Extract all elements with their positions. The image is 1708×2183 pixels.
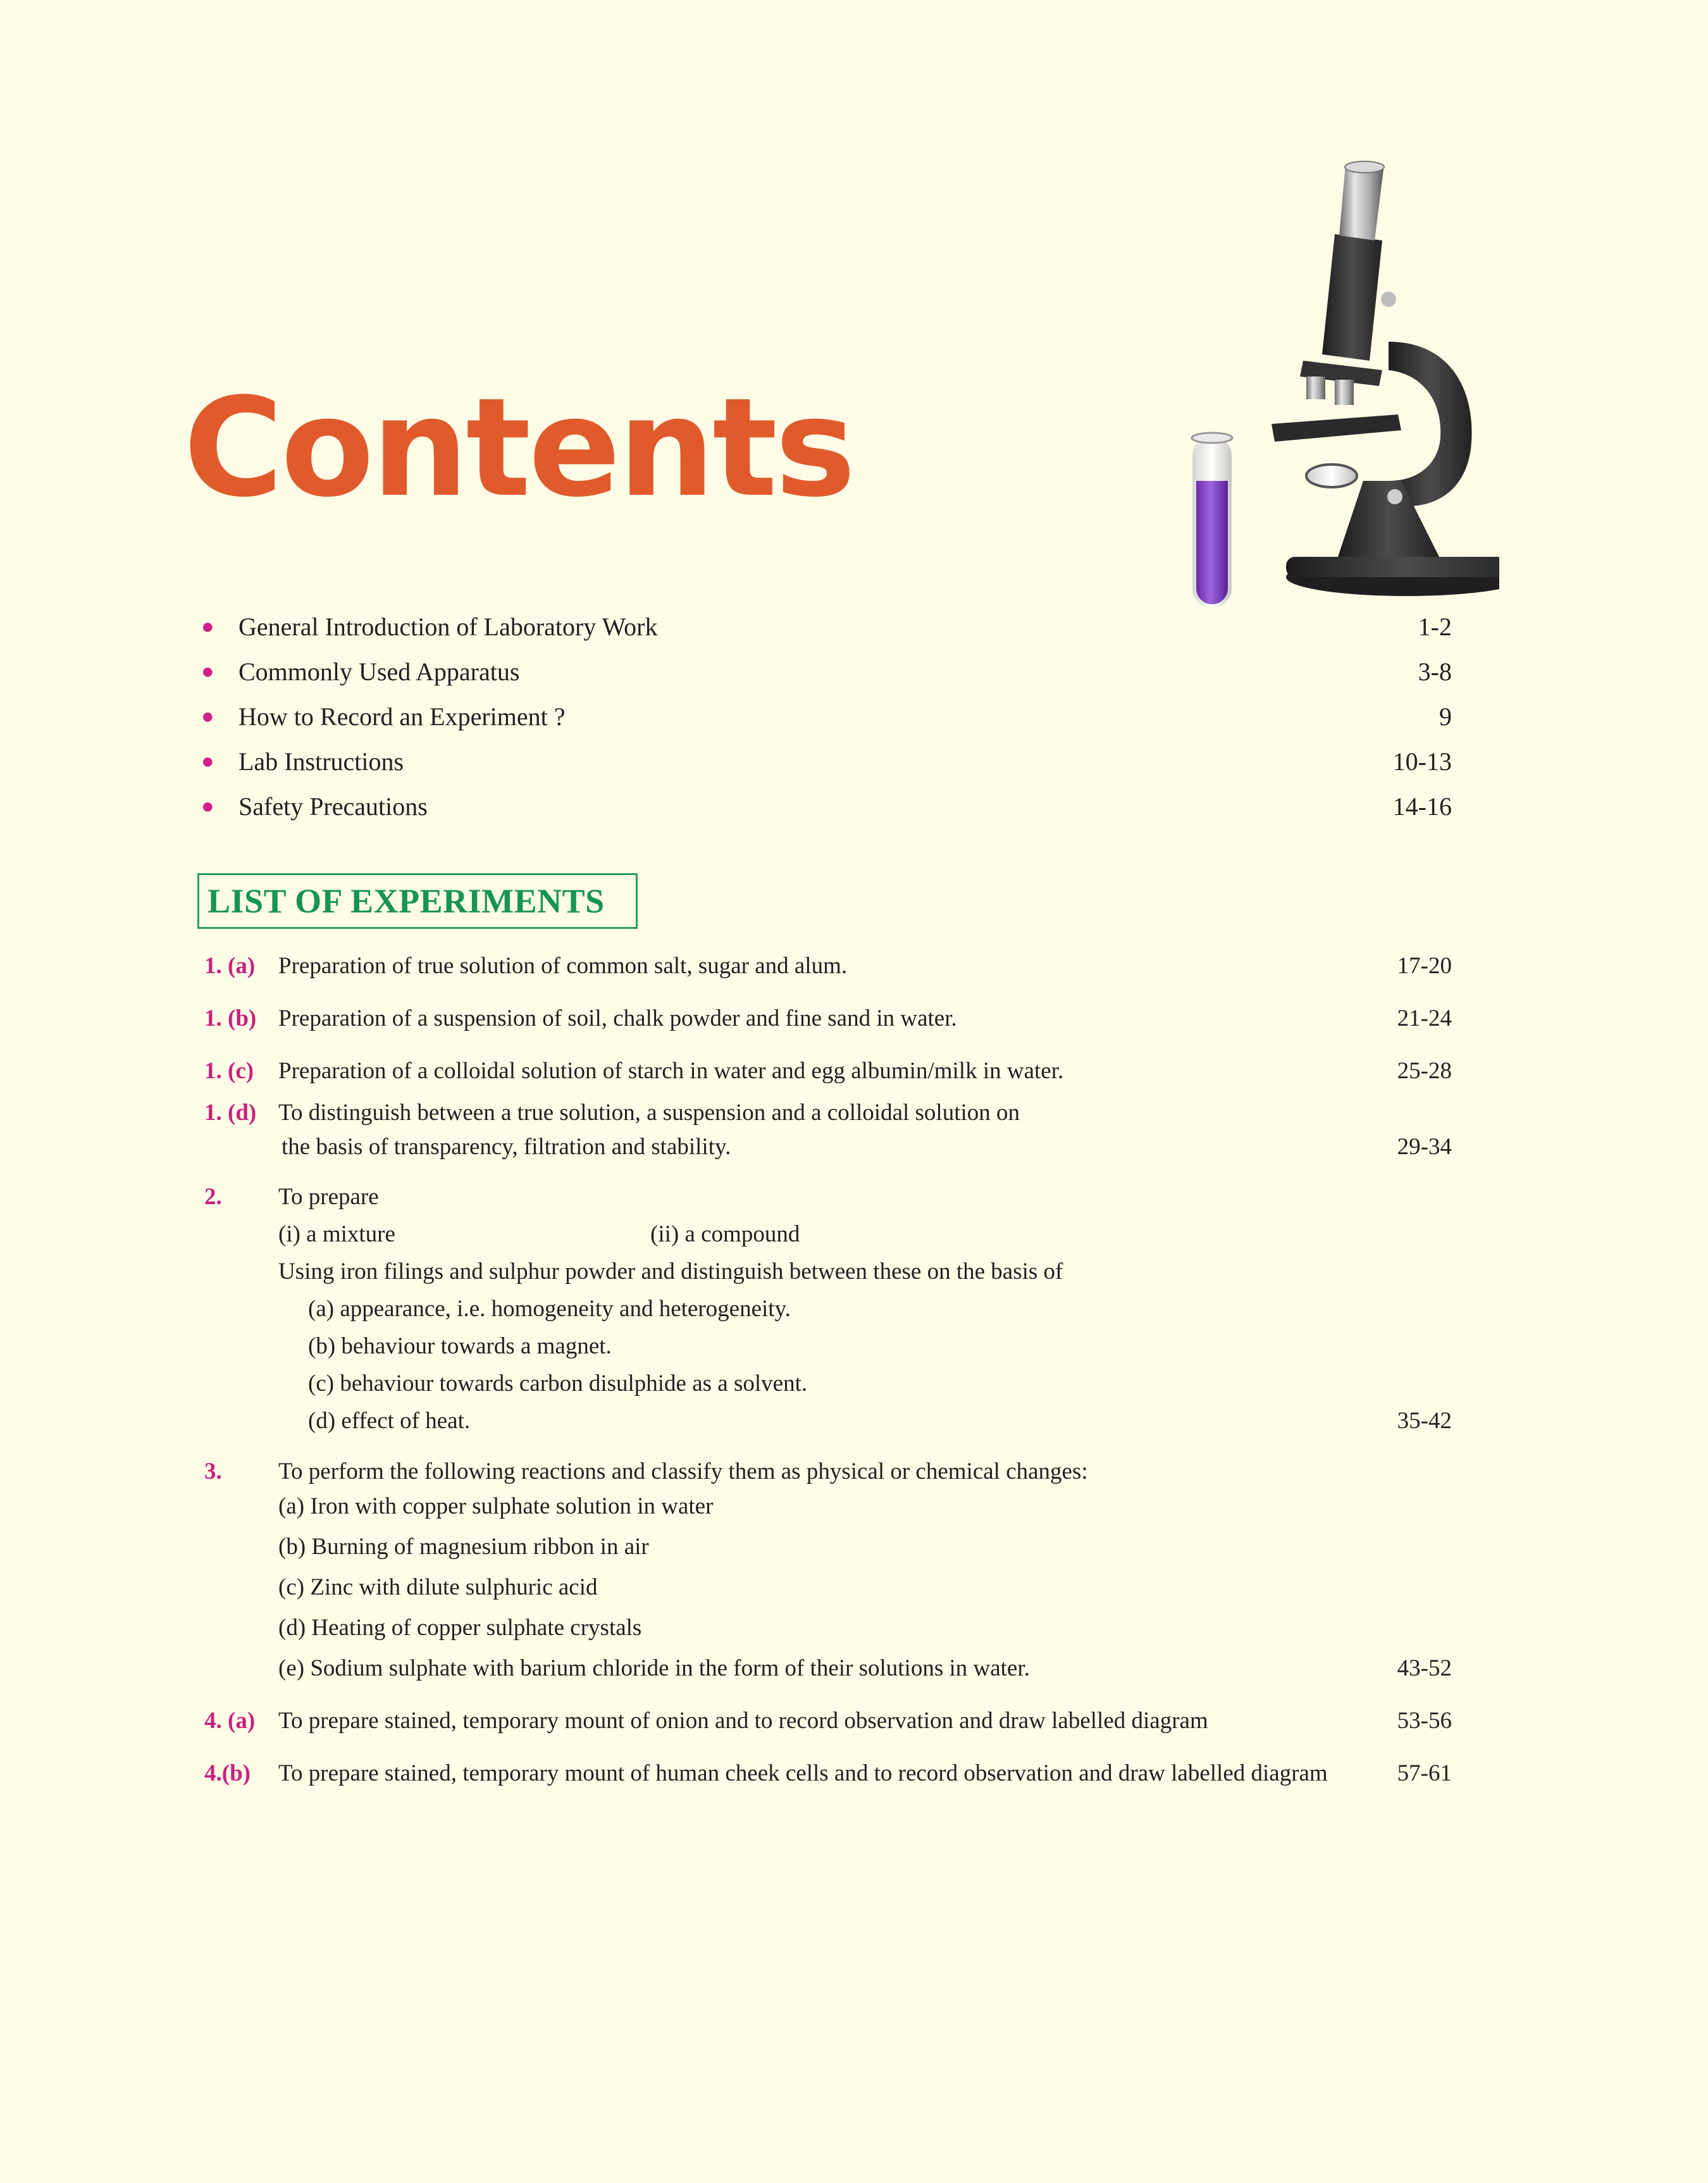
page-range: 9: [1439, 702, 1452, 731]
list-item[interactable]: [0, 694, 1708, 739]
experiment-title: To prepare stained, temporary mount of human cheek cells and to record observation and draw labelled diagram: [278, 1760, 1328, 1786]
criterion-item: (b) behaviour towards a magnet.: [308, 1333, 612, 1359]
bullet-icon: ●: [201, 795, 214, 818]
reaction-item: (e) Sodium sulphate with barium chloride in the form of their solutions in water.: [278, 1655, 1030, 1681]
test-tube-icon: [1192, 433, 1232, 607]
reaction-item: (d) Heating of copper sulphate crystals: [278, 1615, 642, 1641]
criterion-item: (d) effect of heat.: [308, 1408, 471, 1434]
reaction-item: (a) Iron with copper sulphate solution in water: [278, 1493, 714, 1519]
experiment-entry[interactable]: [0, 1099, 1708, 1169]
page-title: Contents: [183, 368, 853, 527]
bullet-icon: ●: [201, 615, 214, 638]
page-range: 10-13: [1392, 747, 1452, 776]
list-item[interactable]: [0, 649, 1708, 694]
list-item-label: How to Record an Experiment ?: [238, 702, 566, 731]
experiment-title-continued: the basis of transparency, filtration and stability.: [282, 1134, 731, 1160]
option-text: (ii) a compound: [650, 1221, 800, 1247]
list-item-label: Lab Instructions: [238, 747, 404, 776]
page-range: 21-24: [1397, 1005, 1452, 1031]
page-range: 35-42: [1397, 1408, 1452, 1434]
page-range: 25-28: [1397, 1058, 1452, 1084]
experiment-title: Preparation of a colloidal solution of starch in water and egg albumin/milk in water.: [278, 1058, 1064, 1084]
page-range: 53-56: [1397, 1708, 1452, 1734]
list-item-label: General Introduction of Laboratory Work: [238, 613, 658, 641]
list-item-label: Commonly Used Apparatus: [238, 657, 520, 686]
page-range: 17-20: [1397, 953, 1452, 979]
experiment-number: 1. (b): [204, 1005, 257, 1031]
experiment-title: To prepare: [278, 1184, 379, 1210]
section-heading: LIST OF EXPERIMENTS: [197, 873, 638, 929]
page-range: 29-34: [1397, 1134, 1452, 1160]
criterion-item: (a) appearance, i.e. homogeneity and heterogeneity.: [308, 1296, 791, 1322]
experiment-number: 4. (a): [204, 1708, 256, 1734]
experiment-title: To perform the following reactions and classify them as physical or chemical changes:: [278, 1458, 1088, 1484]
experiment-number: 3.: [204, 1458, 222, 1484]
experiment-entry[interactable]: [0, 1183, 1708, 1443]
experiment-title: To prepare stained, temporary mount of onion and to record observation and draw labelled diagram: [278, 1708, 1208, 1734]
intro-list: [0, 604, 1708, 829]
bullet-icon: ●: [201, 750, 214, 773]
page-range: 1-2: [1418, 613, 1452, 641]
page-range: 3-8: [1418, 657, 1452, 686]
option-text: (i) a mixture: [278, 1221, 395, 1247]
bullet-icon: ●: [201, 705, 214, 728]
criterion-item: (c) behaviour towards carbon disulphide as a solvent.: [308, 1371, 808, 1396]
microscope-illustration: [1180, 152, 1499, 620]
list-item-label: Safety Precautions: [238, 792, 428, 821]
experiment-number: 1. (d): [204, 1100, 257, 1126]
page-range: 57-61: [1397, 1760, 1452, 1786]
microscope-icon: [1272, 161, 1499, 596]
list-item[interactable]: [0, 784, 1708, 829]
list-item[interactable]: [0, 604, 1708, 649]
experiment-entry[interactable]: [0, 1458, 1708, 1692]
experiment-title: Preparation of a suspension of soil, chalk powder and fine sand in water.: [278, 1005, 957, 1031]
experiment-title: Preparation of true solution of common salt, sugar and alum.: [278, 953, 848, 979]
reaction-item: (c) Zinc with dilute sulphuric acid: [278, 1574, 598, 1600]
list-item[interactable]: [0, 739, 1708, 784]
page-range: 14-16: [1392, 792, 1452, 821]
experiment-number: 2.: [204, 1184, 222, 1210]
experiment-number: 4.(b): [204, 1760, 251, 1786]
experiment-number: 1. (a): [204, 953, 256, 979]
reaction-item: (b) Burning of magnesium ribbon in air: [278, 1534, 649, 1560]
page-range: 43-52: [1397, 1655, 1452, 1681]
bullet-icon: ●: [201, 660, 214, 683]
experiment-description: Using iron filings and sulphur powder and distinguish between these on the basis of: [278, 1259, 1063, 1284]
experiment-title: To distinguish between a true solution, a suspension and a colloidal solution on: [278, 1100, 1020, 1126]
experiment-number: 1. (c): [204, 1058, 254, 1084]
